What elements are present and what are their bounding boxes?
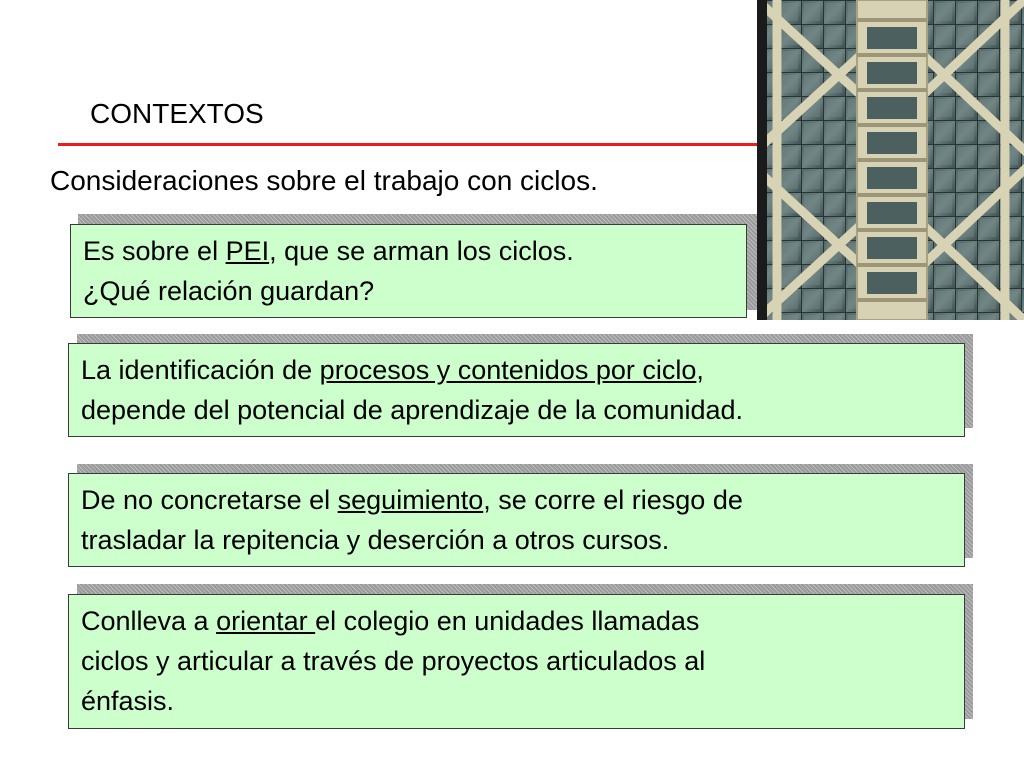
statement-box-2	[68, 343, 965, 437]
underlined-term: seguimiento	[337, 485, 484, 515]
statement-line: La identificación de procesos y contenidos por ciclo,	[81, 355, 704, 385]
statement-box-1	[70, 224, 747, 318]
building-photo	[757, 0, 1024, 320]
statement-line: Es sobre el PEI, que se arman los ciclos.	[83, 236, 574, 266]
title-underline	[58, 143, 758, 146]
statement-line: ¿Qué relación guardan?	[83, 276, 375, 306]
statement-box-4	[68, 594, 965, 729]
statement-line: De no concretarse el seguimiento, se corre el riesgo de	[81, 485, 743, 515]
slide-subtitle: Consideraciones sobre el trabajo con ciclos.	[50, 165, 598, 196]
statement-line: trasladar la repitencia y deserción a otros cursos.	[81, 525, 670, 555]
underlined-term: orientar	[216, 606, 316, 636]
underlined-term: procesos y contenidos por ciclo	[319, 355, 697, 385]
statement-line: Conlleva a orientar el colegio en unidades llamadas	[81, 606, 700, 636]
statement-line: énfasis.	[81, 686, 175, 716]
statement-line: ciclos y articular a través de proyectos articulados al	[81, 646, 706, 676]
statement-line: depende del potencial de aprendizaje de la comunidad.	[81, 395, 744, 425]
slide-title: CONTEXTOS	[90, 98, 264, 129]
statement-box-3	[68, 473, 965, 567]
underlined-term: PEI	[225, 236, 270, 266]
